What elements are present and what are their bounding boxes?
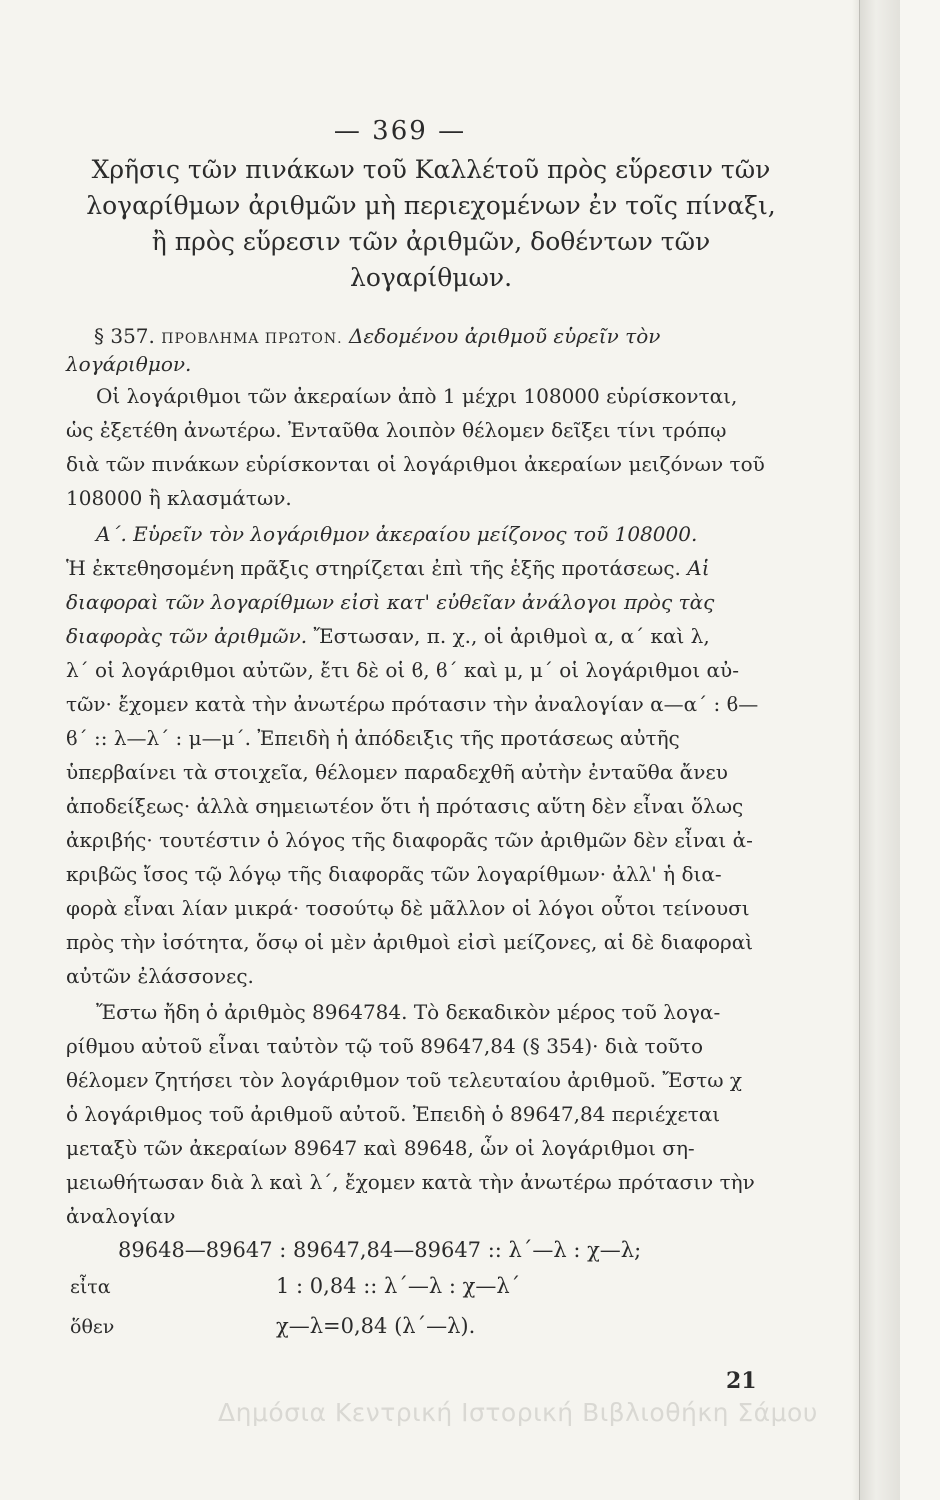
equation-label: εἶτα [70, 1276, 111, 1298]
paragraph-line: ρίθμου αὐτοῦ εἶναι ταὐτὸν τῷ τοῦ 89647,84 (§ 354)· διὰ τοῦτο [66, 1034, 704, 1058]
subsection-a: Α΄. Εὑρεῖν τὸν λογάριθμον ἀκεραίου μείζονος τοῦ 108000. [96, 522, 698, 546]
paragraph-line: ὡς ἐξετέθη ἀνωτέρω. Ἐνταῦθα λοιπὸν θέλομεν δεῖξει τίνι τρόπῳ [66, 418, 727, 442]
paragraph-line: ἀκριβής· τουτέστιν ὁ λόγος τῆς διαφορᾶς τῶν ἀριθμῶν δὲν εἶναι ἀ- [66, 828, 753, 852]
paragraph-line: πρὸς τὴν ἰσότητα, ὅσῳ οἱ μὲν ἀριθμοὶ εἰσὶ μείζονες, αἱ δὲ διαφοραὶ [66, 930, 754, 954]
equation-label: ὅθεν [70, 1316, 115, 1338]
paragraph-line: μεταξὺ τῶν ἀκεραίων 89647 καὶ 89648, ὧν οἱ λογάριθμοι ση- [66, 1136, 695, 1160]
section-number: § 357. [94, 324, 155, 348]
page-number: — 369 — [333, 116, 467, 146]
heading-line: Χρῆσις τῶν πινάκων τοῦ Καλλέτοῦ πρὸς εὕρεσιν τῶν [91, 155, 771, 184]
paragraph-line: μειωθήτωσαν διὰ λ καὶ λ΄, ἔχομεν κατὰ τὴν ἀνωτέρω πρότασιν τὴν [66, 1170, 755, 1194]
paragraph-line: Ἔστω ἤδη ὁ ἀριθμὸς 8964784. Τὸ δεκαδικὸν μέρος τοῦ λογα- [96, 1000, 721, 1024]
equation-3: χ—λ=0,84 (λ΄—λ). [276, 1314, 476, 1338]
paragraph-line: θέλομεν ζητήσει τὸν λογάριθμον τοῦ τελευταίου ἀριθμοῦ. Ἔστω χ [66, 1068, 743, 1092]
paragraph-line [66, 624, 710, 648]
paragraph-line: λ΄ οἱ λογάριθμοι αὐτῶν, ἔτι δὲ οἱ ϐ, ϐ΄ καὶ μ, μ΄ οἱ λογάριθμοι αὐ- [66, 658, 739, 682]
paragraph-line: 108000 ἢ κλασμάτων. [66, 486, 292, 510]
heading-line: ἢ πρὸς εὕρεσιν τῶν ἀριθμῶν, δοθέντων τῶν [151, 227, 711, 256]
page-edge [859, 0, 900, 1500]
paragraph-line: κριβῶς ἴσος τῷ λόγῳ τῆς διαφορᾶς τῶν λογαρίθμων· ἀλλ' ἡ δια- [66, 862, 722, 886]
paragraph-line: Οἱ λογάριθμοι τῶν ἀκεραίων ἀπὸ 1 μέχρι 108000 εὑρίσκονται, [96, 384, 738, 408]
problem-statement: Δεδομένου ἀριθμοῦ εὑρεῖν τὸν [348, 324, 661, 348]
section-heading [66, 152, 796, 296]
text-run: Ἡ ἐκτεθησομένη πρᾶξις στηρίζεται ἐπὶ τῆς ἑξῆς προτάσεως. [66, 556, 688, 580]
heading-line: λογαρίθμων. [349, 263, 513, 292]
paragraph-line: ἀναλογίαν [66, 1204, 176, 1228]
paragraph-line: ἀποδείξεως· ἀλλὰ σημειωτέον ὅτι ἡ πρότασις αὕτη δὲν εἶναι ὅλως [66, 794, 744, 818]
paragraph-line: διαφοραὶ τῶν λογαρίθμων εἰσὶ κατ' εὐθεῖαν ἀνάλογοι πρὸς τὰς [66, 590, 715, 614]
paragraph-line [66, 556, 710, 580]
library-watermark: Δημόσια Κεντρική Ιστορική Βιβλιοθήκη Σάμου [218, 1398, 818, 1427]
paragraph-line: ὁ λογάριθμος τοῦ ἀριθμοῦ αὐτοῦ. Ἐπειδὴ ὁ 89647,84 περιέχεται [66, 1102, 721, 1126]
problem-title [66, 324, 660, 348]
text-run: Ἔστωσαν, π. χ., οἱ ἀριθμοὶ α, α΄ καὶ λ, [307, 624, 710, 648]
text-run-italic: διαφορὰς τῶν ἀριθμῶν. [66, 624, 308, 648]
paragraph-line: διὰ τῶν πινάκων εὑρίσκονται οἱ λογάριθμοι ἀκεραίων μειζόνων τοῦ [66, 452, 765, 476]
problem-statement-cont: λογάριθμον. [66, 352, 192, 376]
equation-2: 1 : 0,84 :: λ΄—λ : χ—λ΄ [276, 1274, 521, 1298]
paragraph-line: ϐ΄ :: λ—λ΄ : μ—μ΄. Ἐπειδὴ ἡ ἀπόδειξις τῆς προτάσεως αὐτῆς [66, 726, 680, 750]
equation-1: 89648—89647 : 89647,84—89647 :: λ΄—λ : χ—λ; [118, 1238, 642, 1262]
paragraph-line: τῶν· ἔχομεν κατὰ τὴν ἀνωτέρω πρότασιν τὴν ἀναλογίαν α—α΄ : ϐ— [66, 692, 759, 716]
printer-signature: 21 [726, 1368, 757, 1394]
text-run-italic: Αἱ [687, 556, 710, 580]
paragraph-line: φορὰ εἶναι λίαν μικρά· τοσούτῳ δὲ μᾶλλον οἱ λόγοι οὗτοι τείνουσι [66, 896, 750, 920]
paragraph-line: ὑπερβαίνει τὰ στοιχεῖα, θέλομεν παραδεχθῆ αὐτὴν ἐνταῦθα ἄνευ [66, 760, 728, 784]
paragraph-line: αὐτῶν ἐλάσσονες. [66, 964, 254, 988]
problem-label: ΠΡΟΒΛΗΜΑ ΠΡΩΤΟΝ. [161, 331, 343, 347]
heading-line: λογαρίθμων ἀριθμῶν μὴ περιεχομένων ἐν τοῖς πίναξι, [86, 191, 776, 220]
